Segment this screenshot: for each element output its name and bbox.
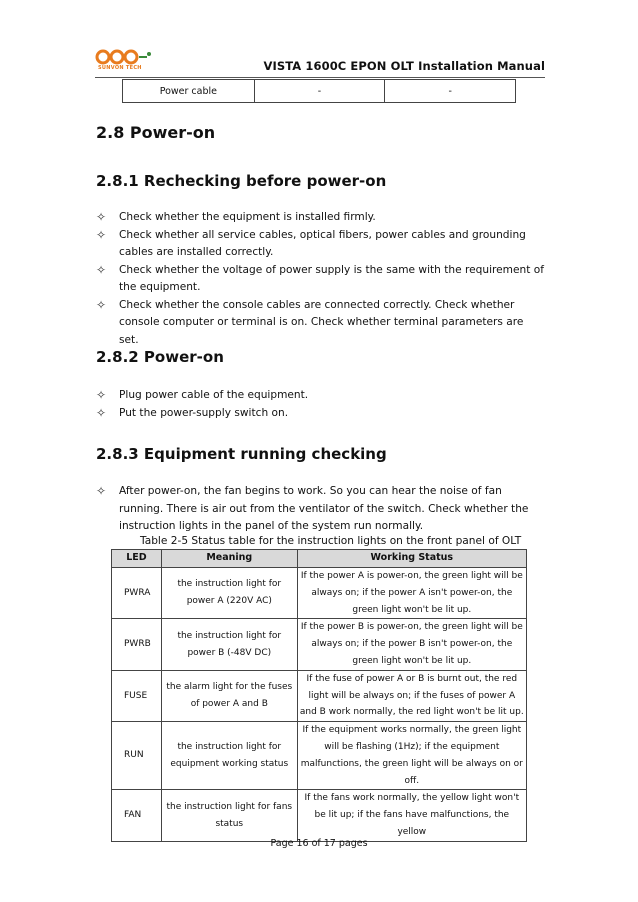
led-name: RUN (112, 722, 162, 790)
bullet-list-running-check (96, 483, 546, 536)
table-row (112, 722, 527, 790)
list-item: ✧ Plug power cable of the equipment. (96, 387, 546, 405)
led-status: If the equipment works normally, the green light will be flashing (1Hz); if the equipment malfunctions, the green light will be always on or off. (297, 722, 526, 790)
white-four-pointed-star-icon: ✧ (96, 484, 107, 498)
table-header-row (112, 550, 527, 568)
list-item: ✧ Put the power-supply switch on. (96, 405, 546, 423)
led-name: FAN (112, 790, 162, 841)
table-row (123, 80, 516, 103)
led-name: FUSE (112, 670, 162, 721)
white-four-pointed-star-icon: ✧ (96, 262, 107, 277)
white-four-pointed-star-icon: ✧ (96, 388, 107, 402)
table-caption: Table 2-5 Status table for the instruction lights on the front panel of OLT (140, 535, 522, 547)
led-status: If the fuse of power A or B is burnt out, the red light will be always on; if the fuses of power A and B work normally, the red light won't be lit up. (297, 670, 526, 721)
led-meaning: the instruction light for fans status (161, 790, 297, 841)
section-heading-2-8-1: 2.8.1 Rechecking before power-on (96, 172, 387, 190)
led-name: PWRA (112, 568, 162, 619)
table-cell: Power cable (123, 80, 255, 103)
white-four-pointed-star-icon: ✧ (96, 405, 107, 420)
list-item: ✧ Check whether all service cables, optical fibers, power cables and grounding cables are installed correctly. (96, 227, 526, 258)
list-item: ✧ Check whether the console cables are connected correctly. Check whether console computer or terminal is on. Check whether terminal parameters are set. (96, 297, 524, 346)
cable-table-fragment (122, 79, 516, 103)
led-meaning: the instruction light for power B (-48V DC) (161, 619, 297, 670)
bullet-list-rechecking (96, 209, 546, 349)
page-header (95, 44, 545, 78)
led-status-table (111, 549, 527, 842)
list-item: ✧ Check whether the equipment is installed firmly. (96, 209, 546, 227)
table-row (112, 790, 527, 841)
led-status: If the fans work normally, the yellow light won't be lit up; if the fans have malfunctions, the yellow (297, 790, 526, 841)
list-item: ✧ Check whether the voltage of power supply is the same with the requirement of the equipment. (96, 262, 544, 293)
section-heading-2-8-3: 2.8.3 Equipment running checking (96, 445, 387, 463)
column-header-meaning: Meaning (161, 550, 297, 568)
white-four-pointed-star-icon: ✧ (96, 227, 107, 242)
list-item: ✧ After power-on, the fan begins to work. So you can hear the noise of fan running. There is air out from the ventilator of the switch. Check whether the instruction lights in the panel of the system run normally. (96, 484, 529, 532)
white-four-pointed-star-icon: ✧ (96, 210, 107, 224)
led-status: If the power A is power-on, the green light will be always on; if the power A isn't power-on, the green light won't be lit up. (297, 568, 526, 619)
logo-text: SUNVON TECH (98, 65, 142, 71)
page-number: Page 16 of 17 pages (270, 838, 368, 849)
section-heading-2-8-2: 2.8.2 Power-on (96, 348, 224, 366)
led-meaning: the instruction light for power A (220V AC) (161, 568, 297, 619)
table-cell: - (385, 80, 516, 103)
table-row (112, 568, 527, 619)
table-row (112, 670, 527, 721)
table-row (112, 619, 527, 670)
column-header-working-status: Working Status (297, 550, 526, 568)
section-heading-2-8: 2.8 Power-on (96, 123, 216, 142)
bullet-list-power-on (96, 387, 546, 422)
document-title: VISTA 1600C EPON OLT Installation Manual (263, 59, 545, 73)
led-name: PWRB (112, 619, 162, 670)
column-header-led: LED (112, 550, 162, 568)
white-four-pointed-star-icon: ✧ (96, 297, 107, 312)
led-meaning: the alarm light for the fuses of power A and B (161, 670, 297, 721)
led-meaning: the instruction light for equipment working status (161, 722, 297, 790)
led-status: If the power B is power-on, the green light will be always on; if the power B isn't power-on, the green light won't be lit up. (297, 619, 526, 670)
table-cell: - (254, 80, 385, 103)
